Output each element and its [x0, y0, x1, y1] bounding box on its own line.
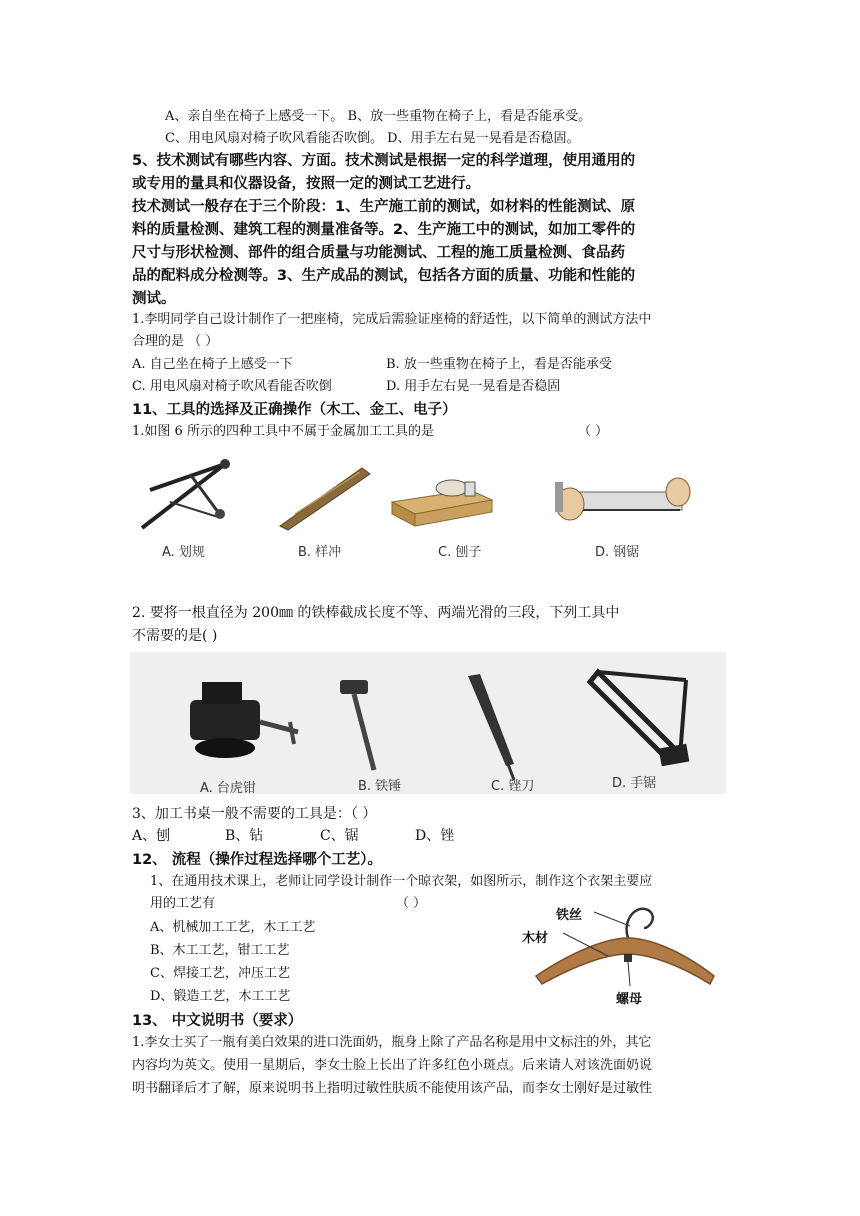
section-5-body-line-1: 技术测试一般存在于三个阶段：1、生产施工前的测试，如材料的性能测试、原: [132, 199, 636, 215]
section-12-heading: 12、 流程（操作过程选择哪个工艺）。: [132, 852, 382, 868]
q-tools-2-line-1: 2. 要将一根直径为 200㎜ 的铁棒截成长度不等、两端光滑的三段，下列工具中: [132, 605, 620, 621]
fig1-caption-c: C. 刨子: [438, 545, 482, 560]
fig1-caption-a: A. 划规: [162, 545, 205, 560]
fig2-caption-b: B. 铁锤: [358, 779, 402, 794]
fig1-caption-d: D. 钢锯: [595, 545, 640, 560]
wood-plane-icon: [392, 480, 492, 526]
section-13-paragraph-line-2: 内容均为英文。使用一星期后，李女士脸上长出了许多红色小斑点。后来请人对该洗面奶说: [132, 1058, 653, 1073]
fig2-caption-d: D. 手锯: [612, 776, 657, 791]
fig1-caption-b: B. 样冲: [298, 545, 342, 560]
q-hanger-option-c: C、焊接工艺，冲压工艺: [150, 966, 290, 981]
q-chair-option-a: A. 自己坐在椅子上感受一下: [132, 357, 293, 372]
hand-saw-icon: [590, 672, 689, 766]
q-hanger-paren: （ ）: [396, 896, 427, 911]
q-chair-line-1: 1.李明同学自己设计制作了一把座椅，完成后需验证座椅的舒适性，以下简单的测试方法中: [132, 312, 652, 327]
q-tools-3: 3、加工书桌一般不需要的工具是：（ ）: [132, 806, 377, 822]
center-punch-icon: [280, 468, 370, 530]
section-13-heading: 13、 中文说明书（要求）: [132, 1013, 303, 1029]
section-5-body-line-4: 品的配料成分检测等。3、生产成品的测试，包括各方面的质量、功能和性能的: [132, 268, 636, 284]
hacksaw-icon: [555, 478, 690, 520]
q-chair-option-c: C. 用电风扇对椅子吹风看能否吹倒: [132, 379, 332, 394]
section-5-body-line-2: 料的质量检测、建筑工程的测量准备等。2、生产施工中的测试，如加工零件的: [132, 222, 636, 238]
q-tools-2-line-2: 不需要的是( ): [132, 628, 218, 644]
q-hanger-line-2: 用的工艺有: [150, 896, 216, 911]
q-hanger-option-b: B、木工工艺，钳工工艺: [150, 943, 290, 958]
q-tools-1-paren: （ ）: [578, 424, 609, 439]
section-5-body-line-3: 尺寸与形状检测、部件的组合质量与功能测试、工程的施工质量检测、食品药: [132, 245, 625, 261]
q-chair-option-b: B. 放一些重物在椅子上，看是否能承受: [386, 357, 612, 372]
chair-options-line-1: A、亲自坐在椅子上感受一下。 B、放一些重物在椅子上，看是否能承受。: [165, 109, 592, 124]
q-chair-line-2: 合理的是 （ ）: [132, 334, 219, 349]
file-icon: [468, 674, 514, 780]
q-hanger-line-1: 1、在通用技术课上，老师让同学设计制作一个晾衣架，如图所示，制作这个衣架主要应: [150, 874, 653, 889]
q-hanger-option-a: A、机械加工工艺，木工工艺: [150, 920, 316, 935]
chair-options-line-2: C、用电风扇对椅子吹风看能否吹倒。 D、用手左右晃一晃看是否稳固。: [165, 131, 580, 146]
hanger-label-wood: 木材: [522, 931, 549, 946]
bench-vise-icon: [190, 682, 298, 758]
section-5-body-line-5: 测试。: [132, 291, 176, 307]
section-13-paragraph-line-3: 明书翻译后才了解，原来说明书上指明过敏性肤质不能使用该产品，而李女士刚好是过敏性: [132, 1081, 653, 1096]
q-chair-option-d: D. 用手左右晃一晃看是否稳固: [386, 379, 561, 394]
section-13-paragraph-line-1: 1.李女士买了一瓶有美白效果的进口洗面奶，瓶身上除了产品名称是用中文标注的外，其它: [132, 1035, 652, 1050]
q-tools-3-option-b: B、钻: [225, 828, 264, 844]
q-tools-3-option-a: A、刨: [132, 828, 171, 844]
hammer-icon: [340, 680, 374, 770]
section-11-heading: 11、工具的选择及正确操作（木工、金工、电子）: [132, 402, 457, 418]
fig2-caption-a: A. 台虎钳: [200, 781, 256, 796]
section-5-heading-line-1: 5、技术测试有哪些内容、方面。技术测试是根据一定的科学道理，使用通用的: [132, 153, 636, 169]
divider-compass-icon: [142, 459, 230, 528]
hanger-label-nut: 螺母: [616, 992, 643, 1007]
q-hanger-option-d: D、锻造工艺，木工工艺: [150, 989, 291, 1004]
q-tools-3-option-d: D、锉: [415, 828, 455, 844]
hanger-label-wire: 铁丝: [556, 908, 583, 923]
q-tools-3-option-c: C、锯: [320, 828, 359, 844]
section-5-heading-line-2: 或专用的量具和仪器设备，按照一定的测试工艺进行。: [132, 176, 480, 192]
fig2-caption-c: C. 锉刀: [491, 779, 535, 794]
q-tools-1: 1.如图 6 所示的四种工具中不属于金属加工工具的是: [132, 424, 434, 439]
